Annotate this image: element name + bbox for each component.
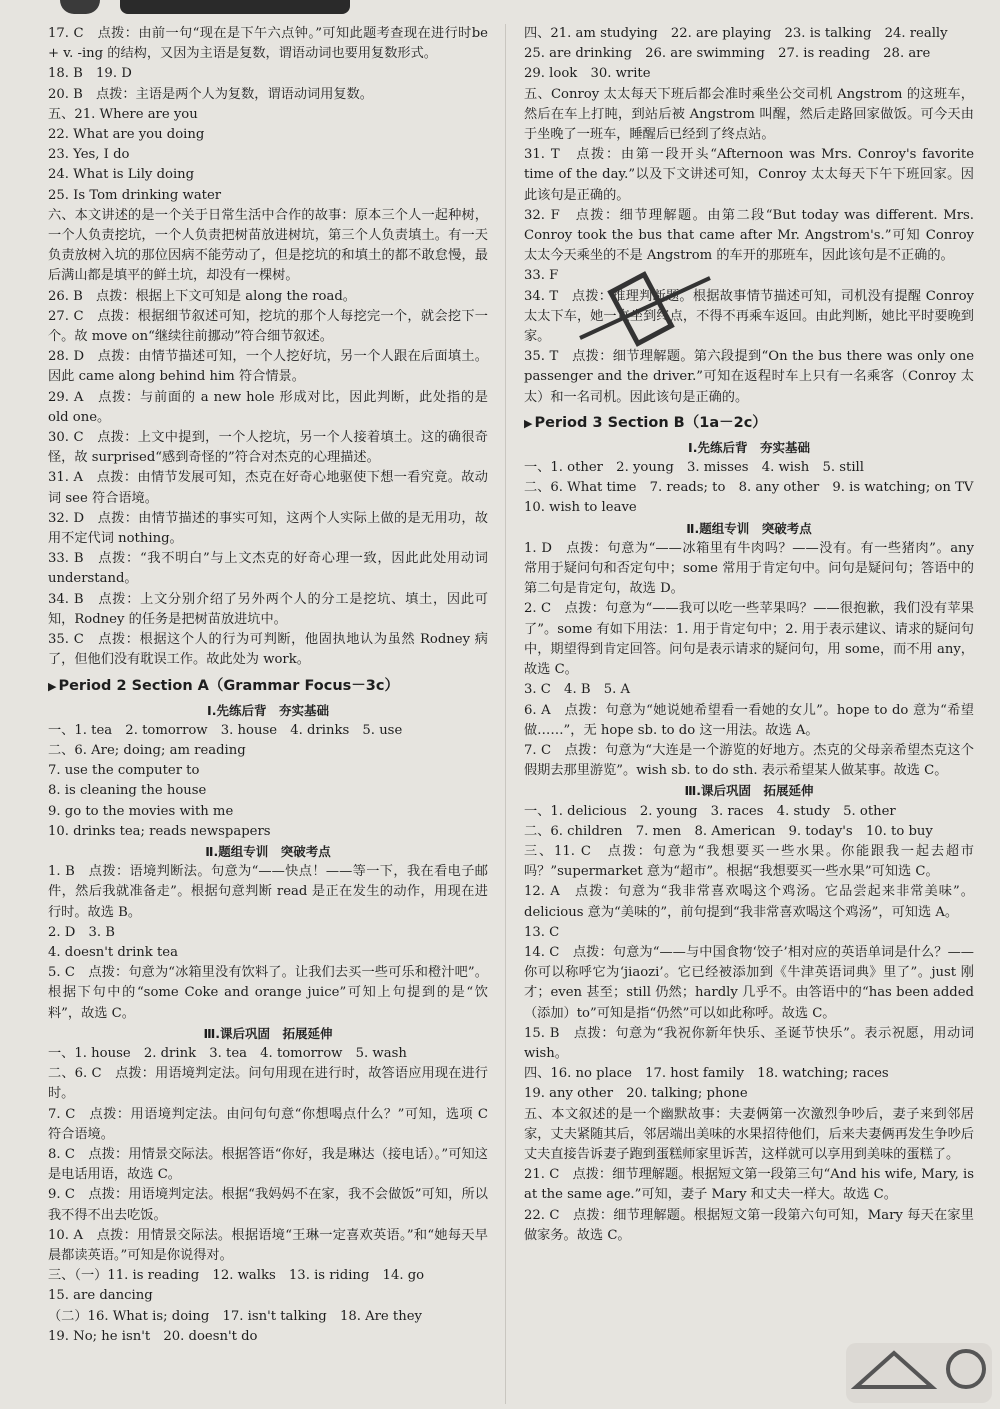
answer-item: 26. B 点拨：根据上下文可知是 along the road。 [48, 288, 356, 304]
answer-item: 33. B 点拨：“我不明白”与上文杰克的好奇心理一致，因此此处用动词 understand。 [48, 551, 488, 587]
answer-item: 31. A 点拨：由情节发展可知，杰克在好奇心地驱使下想一看究竟。故动词 see 符合语境。 [48, 470, 488, 506]
answer-item: 33. F [524, 268, 559, 284]
answer-item: 32. D 点拨：由情节描述的事实可知，这两个人实际上做的是无用功，故用不定代词 nothing。 [48, 510, 488, 547]
answer-item: 一、1. house 2. drink 3. tea 4. tomorrow 5. wash [48, 1045, 407, 1061]
answer-item: 一、1. delicious 2. young 3. races 4. study 5. other [524, 803, 896, 819]
column-divider [505, 24, 506, 1404]
answer-item: 三、（一）11. is reading 12. walks 13. is riding 14. go [48, 1268, 425, 1284]
answer-item: 15. are dancing [48, 1288, 153, 1304]
answer-item: 10. wish to leave [524, 500, 637, 516]
subsection-heading: Ⅱ.题组专训 突破考点 [686, 520, 812, 536]
answer-item: 8. C 点拨：用情景交际法。根据答语“你好，我是琳达（接电话）。”可知这是电话用语，故选 C。 [48, 1146, 488, 1183]
answer-item: 五、Conroy 太太每天下班后都会准时乘坐公交司机 Angstrom 的这班车，然后在车上打盹，到站后被 Angstrom 叫醒，然后走路回家做饭。可今天由于坐晚了一班车，睡醒后已经到了终点站。 [524, 86, 974, 143]
answer-item: 二、6. C 点拨：用语境判定法。问句用现在进行时，故答语应用现在进行时。 [48, 1066, 488, 1102]
answer-item: 25. are drinking 26. are swimming 27. is reading 28. are [524, 46, 931, 62]
answer-item: 19. No; he isn't 20. doesn't do [48, 1328, 258, 1344]
answer-item: 五、21. Where are you [48, 106, 198, 122]
subsection-heading: Ⅲ.课后巩固 拓展延伸 [684, 783, 814, 799]
answer-item: 一、1. other 2. young 3. misses 4. wish 5. still [524, 460, 864, 476]
answer-item: 9. go to the movies with me [48, 803, 234, 819]
triangle-icon: ▶ [524, 416, 533, 430]
answer-item: 27. C 点拨：根据细节叙述可知，挖坑的那个人每挖完一个，就会挖下一个。故 move on“继续往前挪动”符合细节叙述。 [48, 308, 488, 345]
answer-item: （二）16. What is; doing 17. isn't talking 18. Are they [48, 1308, 422, 1324]
answer-item: 7. use the computer to [48, 763, 200, 779]
answer-item: 14. C 点拨：句意为“——与中国食物‘饺子’相对应的英语单词是什么？——你可以称呼它为‘jiaozi’。它已经被添加到《牛津英语词典》里了”。just 刚才；even 甚至；still 仍然；hardly 几乎不。由答语中的“has been added（添加）to”可知是指“仍然”可以如此称呼。故选 C。 [524, 944, 974, 1021]
page-header [0, 0, 1000, 26]
answer-item: 29. A 点拨：与前面的 a new hole 形成对比，因此判断，此处指的是 old one。 [48, 389, 488, 425]
answer-item: 29. look 30. write [524, 66, 651, 82]
answer-item: 1. D 点拨：句意为“——冰箱里有牛肉吗？——没有。有一些猪肉”。any 常用于疑问句和否定句中；some 常用于肯定句中。问句是疑问句；答语中的第二句是肯定句，故选 D。 [524, 540, 974, 597]
answer-item: 35. T 点拨：细节理解题。第六段提到“On the bus there was only one passenger and the driver.”可知在返程时车上只有一名乘客（Conroy 太太）和一名司机。因此该句是正确的。 [524, 349, 974, 405]
answer-item: 22. What are you doing [48, 127, 205, 143]
answer-item: 三、11. C 点拨：句意为“我想要买一些水果。你能跟我一起去超市吗？”supermarket 意为“超市”。根据“我想要买一些水果”可知选 C。 [524, 843, 974, 880]
answer-item: 19. any other 20. talking; phone [524, 1086, 748, 1102]
answer-item: 5. C 点拨：句意为“冰箱里没有饮料了。让我们去买一些可乐和橙汁吧”。根据下句中的“some Coke and orange juice”可知上句提到的是“饮料”，故选 C。 [48, 965, 488, 1021]
answer-item: 四、16. no place 17. host family 18. watching; races [524, 1066, 889, 1082]
answer-item: 3. C 4. B 5. A [524, 682, 631, 698]
section-heading [524, 411, 974, 436]
right-column [524, 24, 974, 1246]
left-column [48, 24, 488, 1347]
subsection-heading: Ⅰ.先练后背 夯实基础 [688, 439, 810, 455]
section-heading-text: Period 2 Section A（Grammar Focus－3c） [58, 677, 399, 694]
answer-item: 1. B 点拨：语境判断法。句意为“——快点！——等一下，我在看电子邮件，然后我就准备走”。根据句意判断 read 是正在发生的动作，用现在进行时。故选 B。 [48, 864, 488, 920]
answer-item: 32. F 点拨：细节理解题。由第二段“But today was different. Mrs. Conroy took the bus that came after Mr. Angstrom's.”可知 Conroy 太太今天乘坐的不是 Angstrom 的车开的那班车，因此该句是不正确的。 [524, 207, 974, 264]
answer-item: 34. B 点拨：上文分别介绍了另外两个人的分工是挖坑、填土，因此可知，Rodney 的任务是把树苗放进坑中。 [48, 591, 488, 627]
answer-item: 17. C 点拨：由前一句“现在是下午六点钟。”可知此题考查现在进行时be + v. -ing 的结构，又因为主语是复数，谓语动词也要用复数形式。 [48, 26, 488, 62]
triangle-icon: ▶ [48, 679, 57, 693]
answer-item: 7. C 点拨：用语境判定法。由问句句意“你想喝点什么？”可知，选项 C 符合语境。 [48, 1106, 488, 1142]
answer-item: 10. A 点拨：用情景交际法。根据语境“王琳一定喜欢英语。”和“她每天早晨都读英语。”可知是你说得对。 [48, 1227, 488, 1263]
section-heading [48, 674, 488, 699]
answer-item: 31. T 点拨：由第一段开头“Afternoon was Mrs. Conroy's favorite time of the day.”以及下文讲述可知，Conroy 太太每天下午下班回家。因此该句是正确的。 [524, 147, 974, 203]
header-band [120, 0, 350, 14]
answer-item: 4. doesn't drink tea [48, 944, 178, 960]
stamp-mark [560, 268, 720, 368]
answer-item: 18. B 19. D [48, 66, 132, 82]
answer-item: 15. B 点拨：句意为“我祝你新年快乐、圣诞节快乐”。表示祝愿，用动词 wish。 [524, 1025, 974, 1061]
answer-item: 四、21. am studying 22. are playing 23. is talking 24. really [524, 26, 948, 41]
answer-item: 12. A 点拨：句意为“我非常喜欢喝这个鸡汤。它品尝起来非常美味”。delicious 意为“美味的”，前句提到“我非常喜欢喝这个鸡汤”，可知选 A。 [524, 884, 974, 920]
answer-item: 六、本文讲述的是一个关于日常生活中合作的故事：原本三个人一起种树，一个人负责挖坑，一个人负责把树苗放进树坑，第三个人负责填土。有一天负责放树入坑的那位因病不能劳动了，但是挖坑的和填土的都不敢怠慢，最后满山都是填平的鲜土坑，却没有一棵树。 [48, 207, 488, 284]
answer-item: 二、6. children 7. men 8. American 9. today's 10. to buy [524, 823, 933, 839]
answer-item: 23. Yes, I do [48, 147, 130, 163]
answer-item: 二、6. What time 7. reads; to 8. any other 9. is watching; on TV [524, 480, 974, 496]
answer-item: 6. A 点拨：句意为“她说她希望看一看她的女儿”。hope to do 意为“希望做……”，无 hope sb. to do 这一用法。故选 A。 [524, 702, 974, 738]
answer-item: 30. C 点拨：上文中提到，一个人挖坑，另一个人接着填土。这的确很奇怪，故 surprised“感到奇怪的”符合对杰克的心理描述。 [48, 430, 488, 466]
answer-item: 35. C 点拨：根据这个人的行为可判断，他固执地认为虽然 Rodney 病了，但他们没有耽误工作。故此处为 work。 [48, 632, 488, 668]
answer-item: 34. T 点拨：推理判断题。根据故事情节描述可知，司机没有提醒 Conroy 太太下车，她一直坐到终点，不得不再乘车返回。由此判断，她比平时要晚到家。 [524, 288, 974, 345]
answer-item: 2. D 3. B [48, 924, 115, 940]
answer-item: 20. B 点拨：主语是两个人为复数，谓语动词用复数。 [48, 86, 373, 102]
answer-item: 2. C 点拨：句意为“——我可以吃一些苹果吗？——很抱歉，我们没有苹果了”。some 有如下用法：1. 用于肯定句中；2. 用于表示建议、请求的疑问句中，期望得到肯定回答。问句是表示请求的疑问句，用 some，而不用 any，故选 C。 [524, 601, 974, 678]
answer-item: 10. drinks tea; reads newspapers [48, 823, 271, 839]
answer-item: 7. C 点拨：句意为“大连是一个游览的好地方。杰克的父母亲希望杰克这个假期去那里游览”。wish sb. to do sth. 表示希望某人做某事。故选 C。 [524, 742, 974, 779]
answer-item: 22. C 点拨：细节理解题。根据短文第一段第六句可知，Mary 每天在家里做家务。故选 C。 [524, 1207, 974, 1243]
answer-item: 21. C 点拨：细节理解题。根据短文第一段第三句“And his wife, Mary, is at the same age.”可知，妻子 Mary 和丈夫一样大。故选 C。 [524, 1167, 974, 1203]
watermark-logo [844, 1339, 994, 1407]
answer-item: 9. C 点拨：用语境判定法。根据“我妈妈不在家，我不会做饭”可知，所以我不得不出去吃饭。 [48, 1187, 488, 1223]
answer-item: 8. is cleaning the house [48, 783, 207, 799]
section-heading-text: Period 3 Section B（1a－2c） [534, 414, 767, 431]
answer-item: 二、6. Are; doing; am reading [48, 742, 246, 758]
answer-item: 28. D 点拨：由情节描述可知，一个人挖好坑，另一个人跟在后面填土。因此 came along behind him 符合情景。 [48, 349, 488, 385]
answer-item: 24. What is Lily doing [48, 167, 195, 183]
answer-item: 一、1. tea 2. tomorrow 3. house 4. drinks 5. use [48, 722, 403, 738]
answer-item: 五、本文叙述的是一个幽默故事：夫妻俩第一次激烈争吵后，妻子来到邻居家，丈夫紧随其后，邻居端出美味的水果招待他们，后来夫妻俩再发生争吵后丈夫直接告诉妻子跑到蛋糕师家里诉苦，这样就可以享用到美味的蛋糕了。 [524, 1106, 974, 1162]
subsection-heading: Ⅱ.题组专训 突破考点 [205, 843, 331, 859]
subsection-heading: Ⅰ.先练后背 夯实基础 [207, 702, 329, 718]
answer-item: 25. Is Tom drinking water [48, 187, 222, 203]
answer-item: 13. C [524, 924, 560, 940]
subsection-heading: Ⅲ.课后巩固 拓展延伸 [203, 1025, 333, 1041]
header-logo [60, 0, 100, 14]
